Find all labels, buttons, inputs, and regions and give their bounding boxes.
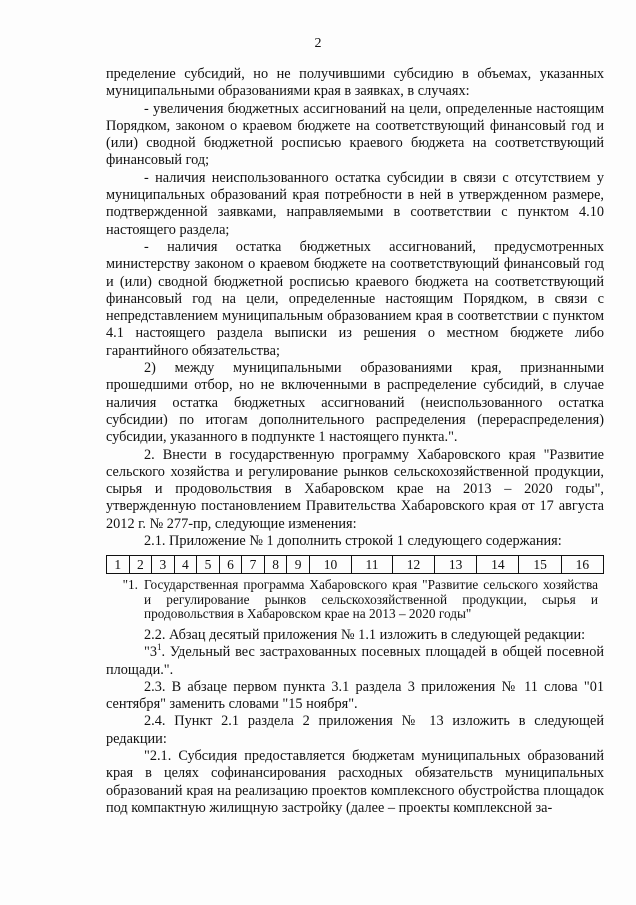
- paragraph: "2.1. Субсидия предоставляется бюджетам муниципальных образований края в целях софинансирования расходных обязательств муниципальных образований края на реализацию проектов комплексного обустройства площадок под компактную жилищную застройку (далее – проекты комплексной за-: [106, 748, 604, 816]
- table-row: [107, 556, 604, 574]
- table-cell: 4: [174, 556, 197, 574]
- program-row-number: "1.: [122, 577, 138, 593]
- document-body: [106, 66, 604, 817]
- table-cell: 7: [242, 556, 265, 574]
- table-cell: 12: [392, 556, 434, 574]
- program-row-text: Государственная программа Хабаровского края "Развитие сельского хозяйства и регулирование рынков сельскохозяйственной продукции, сырья и продовольствия в Хабаровском крае на 2013 – 2020 годы": [144, 577, 598, 621]
- table-cell: 13: [435, 556, 477, 574]
- paragraph: - увеличения бюджетных ассигнований на цели, определенные настоящим Порядком, законом о краевом бюджете на соответствующий финансовый год и (или) сводной бюджетной росписью краевого бюджета на соответствующий финансовый год;: [106, 100, 604, 169]
- table-cell: 8: [264, 556, 287, 574]
- paragraph: 2) между муниципальными образованиями края, признанными прошедшими отбор, но не включенными в распределение субсидий, в случае наличия остатка бюджетных ассигнований (неиспользованного остатка субсидии) по итогам дополнительного распределения (перераспределения) субсидии, указанного в подпункте 1 настоящего пункта.".: [106, 360, 604, 446]
- superscript: 1: [157, 642, 162, 653]
- program-row: [106, 578, 604, 621]
- table-cell: 14: [477, 556, 519, 574]
- table-cell: 9: [287, 556, 310, 574]
- table-cell: 2: [129, 556, 152, 574]
- paragraph: пределение субсидий, но не получившими субсидию в объемах, указанных муниципальными образованиями края в заявках, в случаях:: [106, 66, 604, 100]
- table-cell: 10: [309, 556, 351, 574]
- page-number: 2: [314, 36, 322, 51]
- paragraph-with-superscript: [106, 644, 604, 679]
- column-number-table: [106, 555, 604, 574]
- table-cell: 6: [219, 556, 242, 574]
- paragraph: 2.4. Пункт 2.1 раздела 2 приложения № 13 изложить в следующей редакции:: [106, 713, 604, 747]
- table-cell: 11: [352, 556, 393, 574]
- table-cell: 15: [519, 556, 561, 574]
- paragraph: 2.1. Приложение № 1 дополнить строкой 1 следующего содержания:: [144, 533, 562, 550]
- paragraph: 2. Внести в государственную программу Хабаровского края "Развитие сельского хозяйства и регулирование рынков сельскохозяйственной продукции, сырья и продовольствия в Хабаровском крае на 2013 – 2020 годы", утвержденную постановлением Правительства Хабаровского края от 17 августа 2012 г. № 277-пр, следующие изменения:: [106, 446, 604, 532]
- table-cell: 5: [197, 556, 220, 574]
- table-cell: 1: [107, 556, 130, 574]
- text-fragment: . Удельный вес застрахованных посевных площадей в общей посевной площади.".: [106, 644, 604, 678]
- paragraph: 2.2. Абзац десятый приложения № 1.1 изложить в следующей редакции:: [144, 626, 586, 643]
- text-fragment: "3: [144, 644, 157, 661]
- paragraph: - наличия неиспользованного остатка субсидии в связи с отсутствием у муниципальных образований края потребности в ней в утвержденном размере, подтвержденной заявками, направляемыми в соответствии с пунктом 4.10 настоящего раздела;: [106, 169, 604, 238]
- paragraph: 2.3. В абзаце первом пункта 3.1 раздела 3 приложения № 11 слова "01 сентября" заменить словами "15 ноября".: [106, 678, 604, 713]
- paragraph: - наличия остатка бюджетных ассигнований, предусмотренных министерству законом о краевом бюджете на соответствующий финансовый год и (или) сводной бюджетной росписью краевого бюджета на соответствующий финансовый год на цели, определенные настоящим Порядком, в связи с непредставлением муниципальным образованием края в соответствии с пунктом 4.1 настоящего раздела выписки из решения о местном бюджете либо гарантийного обязательства;: [106, 238, 604, 359]
- table-cell: 3: [152, 556, 175, 574]
- table-cell: 16: [561, 556, 603, 574]
